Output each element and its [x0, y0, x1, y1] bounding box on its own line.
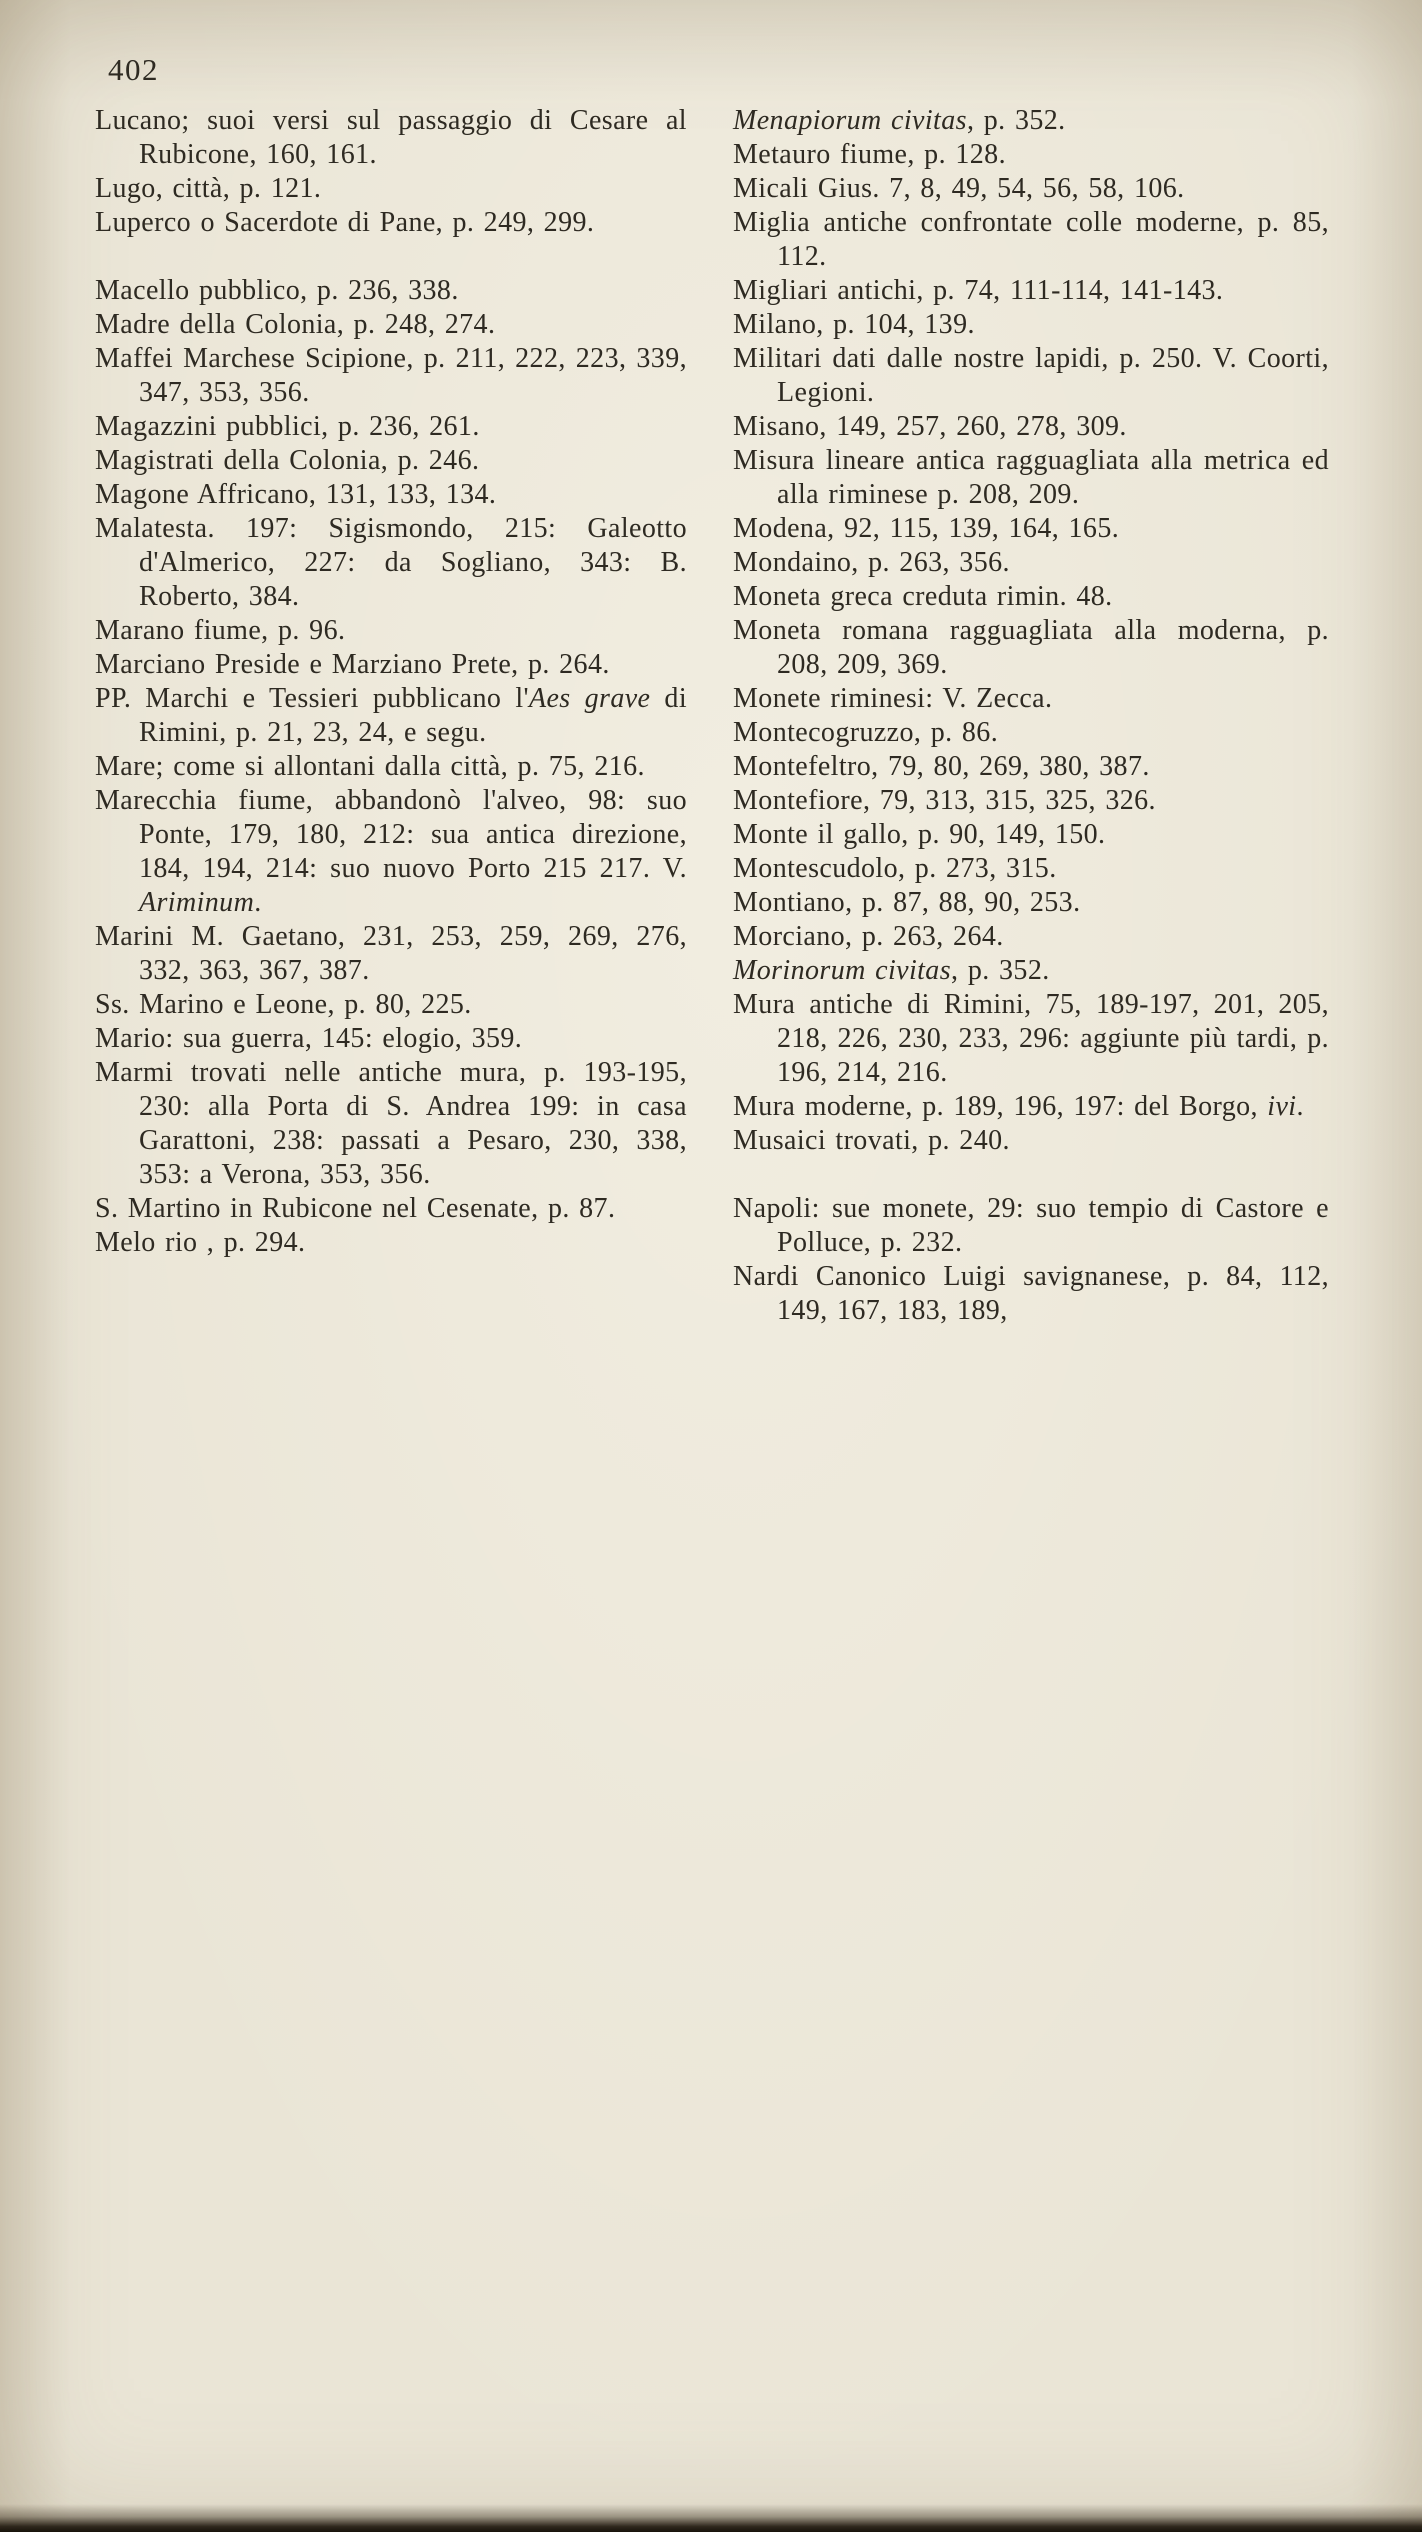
- index-entry: [733, 1192, 1329, 1260]
- index-entry: [95, 342, 687, 410]
- index-entry: [95, 104, 687, 172]
- entry-text: Mura antiche di Rimini, 75, 189-197, 201, 205, 218, 226, 230, 233, 296: aggiunte più tardi, p. 196, 214, 216.: [733, 989, 1329, 1088]
- entry-text: Metauro fiume, p. 128.: [733, 139, 1006, 170]
- index-entry: [733, 954, 1329, 988]
- entry-text: Mondaino, p. 263, 356.: [733, 547, 1010, 578]
- index-entry: [733, 920, 1329, 954]
- entry-text: Magazzini pubblici, p. 236, 261.: [95, 411, 480, 442]
- index-entry: [733, 1090, 1329, 1124]
- index-entry: [733, 410, 1329, 444]
- index-column-left: [95, 104, 687, 1260]
- index-entry: [733, 444, 1329, 512]
- index-entry: [95, 1056, 687, 1192]
- entry-text: Marecchia fiume, abbandonò l'alveo, 98: suo Ponte, 179, 180, 212: sua antica direzione, 184, 194, 214: suo nuovo Porto 215 217. V.: [95, 785, 687, 884]
- entry-text: Musaici trovati, p. 240.: [733, 1125, 1010, 1156]
- index-entry: [95, 988, 687, 1022]
- index-entry: [95, 1022, 687, 1056]
- entry-text: .: [1296, 1091, 1304, 1122]
- index-entry: [95, 512, 687, 614]
- entry-text: Montefiore, 79, 313, 315, 325, 326.: [733, 785, 1156, 816]
- index-entry: [733, 206, 1329, 274]
- index-entry: [733, 274, 1329, 308]
- entry-text: Montefeltro, 79, 80, 269, 380, 387.: [733, 751, 1150, 782]
- index-entry: [733, 614, 1329, 682]
- entry-text: Mura moderne, p. 189, 196, 197: del Borgo,: [733, 1091, 1268, 1122]
- entry-text: Marciano Preside e Marziano Prete, p. 264.: [95, 649, 610, 680]
- entry-text: Montiano, p. 87, 88, 90, 253.: [733, 887, 1081, 918]
- index-entry: [95, 648, 687, 682]
- entry-text: Marini M. Gaetano, 231, 253, 259, 269, 276, 332, 363, 367, 387.: [95, 921, 687, 986]
- entry-text: Magistrati della Colonia, p. 246.: [95, 445, 480, 476]
- index-entry: [733, 988, 1329, 1090]
- entry-text: Militari dati dalle nostre lapidi, p. 250. V. Coorti, Legioni.: [733, 343, 1329, 408]
- index-entry: [733, 308, 1329, 342]
- index-entry: [733, 104, 1329, 138]
- index-entry: [733, 784, 1329, 818]
- entry-text: Miglia antiche confrontate colle moderne, p. 85, 112.: [733, 207, 1329, 272]
- index-entry: [95, 206, 687, 240]
- entry-text: Micali Gius. 7, 8, 49, 54, 56, 58, 106.: [733, 173, 1185, 204]
- index-entry: [733, 716, 1329, 750]
- entry-text: Modena, 92, 115, 139, 164, 165.: [733, 513, 1120, 544]
- index-entry: [733, 886, 1329, 920]
- entry-text: Monte il gallo, p. 90, 149, 150.: [733, 819, 1106, 850]
- entry-text: S. Martino in Rubicone nel Cesenate, p. 87.: [95, 1193, 616, 1224]
- entry-text: Magone Affricano, 131, 133, 134.: [95, 479, 497, 510]
- entry-text: Maffei Marchese Scipione, p. 211, 222, 223, 339, 347, 353, 356.: [95, 343, 687, 408]
- entry-text: Luperco o Sacerdote di Pane, p. 249, 299.: [95, 207, 595, 238]
- entry-text: Montescudolo, p. 273, 315.: [733, 853, 1057, 884]
- entry-text: Lugo, città, p. 121.: [95, 173, 322, 204]
- index-entry: [733, 1260, 1329, 1328]
- entry-text: PP. Marchi e Tessieri pubblicano l': [95, 683, 529, 714]
- index-entry: [733, 546, 1329, 580]
- entry-text: di Rimini, p. 21, 23, 24, e segu.: [139, 683, 687, 748]
- entry-italic-text: Aes grave: [528, 683, 651, 714]
- entry-text: Mario: sua guerra, 145: elogio, 359.: [95, 1023, 523, 1054]
- entry-italic-text: ivi: [1267, 1091, 1297, 1122]
- entry-text: Melo rio , p. 294.: [95, 1227, 306, 1258]
- index-entry: [95, 1192, 687, 1226]
- index-entry: [95, 172, 687, 206]
- entry-text: Montecogruzzo, p. 86.: [733, 717, 999, 748]
- entry-text: Malatesta. 197: Sigismondo, 215: Galeotto d'Almerico, 227: da Sogliano, 343: B. Roberto, 384.: [95, 513, 687, 612]
- index-entry: [733, 1124, 1329, 1158]
- index-entry: [733, 852, 1329, 886]
- index-entry: [733, 682, 1329, 716]
- page-number: 402: [108, 52, 159, 87]
- index-entry: [95, 478, 687, 512]
- index-entry: [95, 784, 687, 920]
- index-entry: [95, 750, 687, 784]
- entry-text: Mare; come si allontani dalla città, p. 75, 216.: [95, 751, 645, 782]
- entry-italic-text: Ariminum: [139, 887, 255, 918]
- entry-text: Misura lineare antica ragguagliata alla metrica ed alla riminese p. 208, 209.: [733, 445, 1329, 510]
- entry-text: Moneta romana ragguagliata alla moderna, p. 208, 209, 369.: [733, 615, 1329, 680]
- scan-bottom-edge: [0, 2504, 1422, 2532]
- entry-italic-text: Morinorum civitas: [733, 955, 952, 986]
- index-entry: [733, 342, 1329, 410]
- index-entry: [733, 172, 1329, 206]
- entry-text: Marano fiume, p. 96.: [95, 615, 346, 646]
- index-entry: [95, 614, 687, 648]
- index-entry: [95, 308, 687, 342]
- index-entry: [95, 410, 687, 444]
- entry-text: Moneta greca creduta rimin. 48.: [733, 581, 1113, 612]
- entry-italic-text: Menapiorum civitas: [733, 105, 967, 136]
- entry-text: Migliari antichi, p. 74, 111-114, 141-143.: [733, 275, 1224, 306]
- index-entry: [733, 512, 1329, 546]
- entry-text: Napoli: sue monete, 29: suo tempio di Castore e Polluce, p. 232.: [733, 1193, 1329, 1258]
- entry-text: Misano, 149, 257, 260, 278, 309.: [733, 411, 1127, 442]
- entry-text: Milano, p. 104, 139.: [733, 309, 975, 340]
- index-entry: [95, 274, 687, 308]
- index-entry: [95, 1226, 687, 1260]
- entry-text: Macello pubblico, p. 236, 338.: [95, 275, 459, 306]
- index-entry: [733, 818, 1329, 852]
- entry-text: Marmi trovati nelle antiche mura, p. 193-195, 230: alla Porta di S. Andrea 199: in casa Garattoni, 238: passati a Pesaro, 230, 338, 353: a Verona, 353, 356.: [95, 1057, 687, 1190]
- index-entry: [733, 750, 1329, 784]
- index-entry: [95, 444, 687, 478]
- entry-text: Nardi Canonico Luigi savignanese, p. 84, 112, 149, 167, 183, 189,: [733, 1261, 1329, 1326]
- entry-text: , p. 352.: [951, 955, 1050, 986]
- index-entry: [733, 580, 1329, 614]
- entry-text: Madre della Colonia, p. 248, 274.: [95, 309, 496, 340]
- index-entry: [95, 682, 687, 750]
- entry-text: Monete riminesi: V. Zecca.: [733, 683, 1053, 714]
- index-entry: [95, 920, 687, 988]
- entry-text: Morciano, p. 263, 264.: [733, 921, 1004, 952]
- entry-text: .: [254, 887, 262, 918]
- entry-text: Ss. Marino e Leone, p. 80, 225.: [95, 989, 472, 1020]
- index-entry: [733, 138, 1329, 172]
- entry-text: , p. 352.: [966, 105, 1066, 136]
- index-column-right: [733, 104, 1329, 1328]
- entry-text: Lucano; suoi versi sul passaggio di Cesare al Rubicone, 160, 161.: [95, 105, 687, 170]
